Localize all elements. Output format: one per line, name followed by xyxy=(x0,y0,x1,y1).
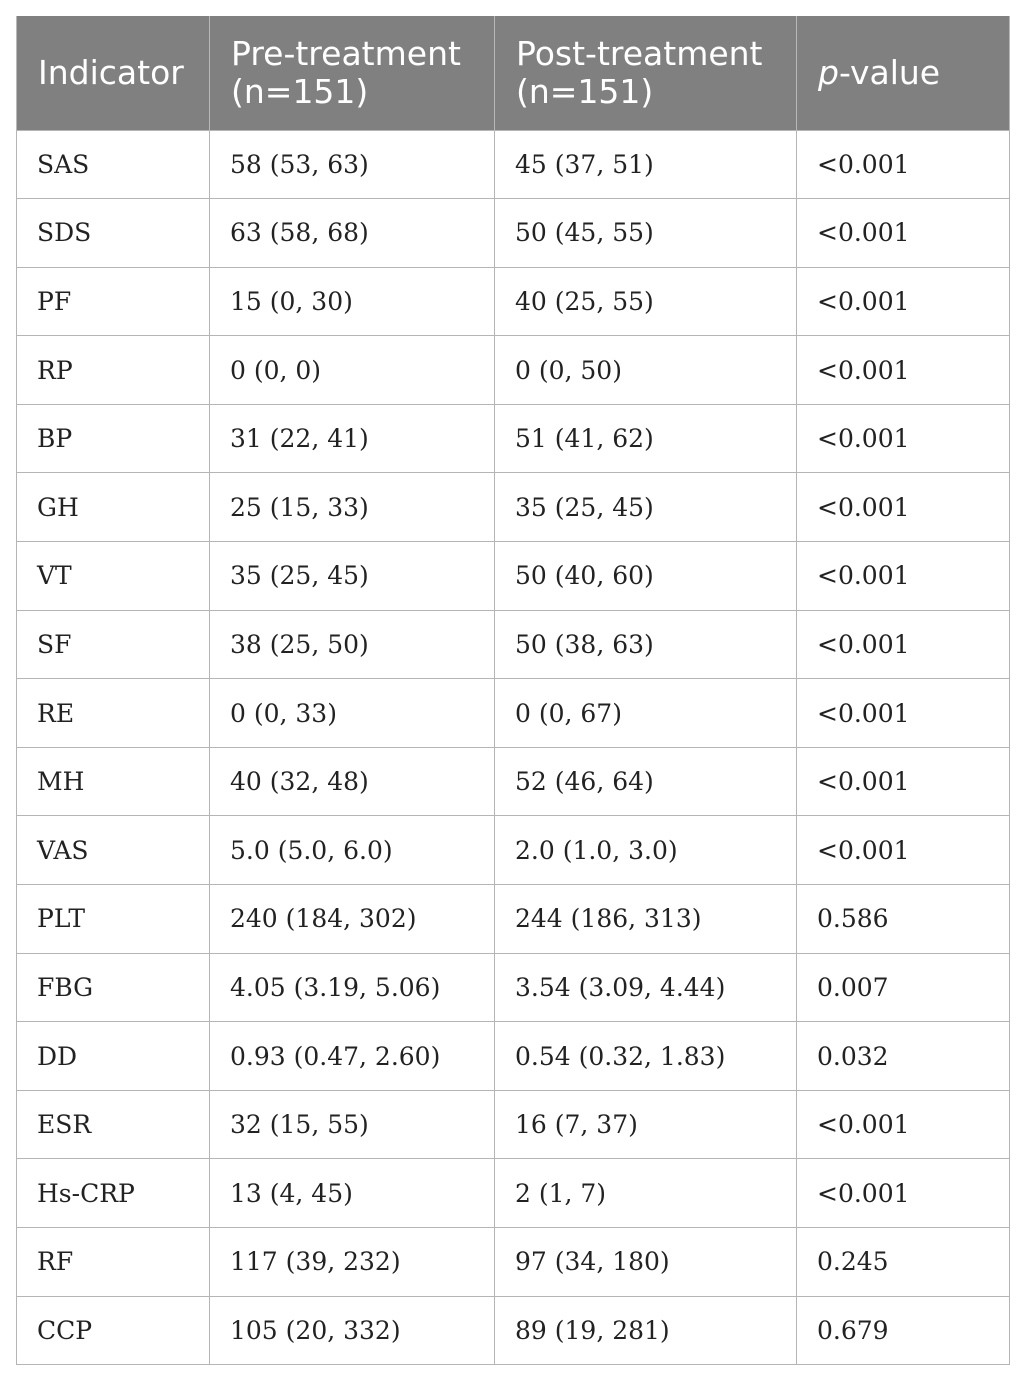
cell-indicator: SAS xyxy=(17,130,210,199)
cell-indicator: Hs-CRP xyxy=(17,1159,210,1228)
cell-p-value: <0.001 xyxy=(797,130,1010,199)
cell-p-value: <0.001 xyxy=(797,404,1010,473)
header-indicator-label: Indicator xyxy=(38,52,184,92)
cell-pre-treatment: 4.05 (3.19, 5.06) xyxy=(210,953,495,1022)
cell-pre-treatment: 15 (0, 30) xyxy=(210,267,495,336)
table-row xyxy=(17,473,1010,542)
table-row xyxy=(17,747,1010,816)
cell-pre-treatment: 35 (25, 45) xyxy=(210,542,495,611)
cell-post-treatment: 16 (7, 37) xyxy=(495,1090,797,1159)
header-post-treatment-line1: Post-treatment xyxy=(516,33,763,73)
table-row xyxy=(17,953,1010,1022)
cell-indicator: BP xyxy=(17,404,210,473)
cell-indicator: RE xyxy=(17,679,210,748)
cell-p-value: 0.586 xyxy=(797,885,1010,954)
cell-indicator: ESR xyxy=(17,1090,210,1159)
header-pre-treatment xyxy=(210,16,495,130)
cell-post-treatment: 3.54 (3.09, 4.44) xyxy=(495,953,797,1022)
cell-post-treatment: 0 (0, 50) xyxy=(495,336,797,405)
table-row xyxy=(17,885,1010,954)
cell-post-treatment: 35 (25, 45) xyxy=(495,473,797,542)
cell-indicator: VT xyxy=(17,542,210,611)
cell-indicator: SF xyxy=(17,610,210,679)
cell-post-treatment: 50 (45, 55) xyxy=(495,199,797,268)
cell-indicator: CCP xyxy=(17,1296,210,1365)
cell-indicator: PLT xyxy=(17,885,210,954)
cell-pre-treatment: 0 (0, 0) xyxy=(210,336,495,405)
data-table xyxy=(16,16,1010,1365)
cell-indicator: SDS xyxy=(17,199,210,268)
cell-post-treatment: 89 (19, 281) xyxy=(495,1296,797,1365)
table-body xyxy=(17,130,1010,1365)
cell-p-value: <0.001 xyxy=(797,816,1010,885)
table-row xyxy=(17,1090,1010,1159)
table-row xyxy=(17,404,1010,473)
table-row xyxy=(17,336,1010,405)
cell-indicator: VAS xyxy=(17,816,210,885)
cell-indicator: RP xyxy=(17,336,210,405)
header-post-treatment xyxy=(495,16,797,130)
cell-indicator: GH xyxy=(17,473,210,542)
cell-pre-treatment: 0.93 (0.47, 2.60) xyxy=(210,1022,495,1091)
header-row xyxy=(17,16,1010,130)
cell-pre-treatment: 13 (4, 45) xyxy=(210,1159,495,1228)
cell-post-treatment: 45 (37, 51) xyxy=(495,130,797,199)
cell-p-value: <0.001 xyxy=(797,679,1010,748)
table-row xyxy=(17,267,1010,336)
header-p-value xyxy=(797,16,1010,130)
cell-indicator: RF xyxy=(17,1228,210,1297)
cell-post-treatment: 244 (186, 313) xyxy=(495,885,797,954)
header-pre-treatment-line1: Pre-treatment xyxy=(231,33,461,73)
cell-p-value: 0.245 xyxy=(797,1228,1010,1297)
table-row xyxy=(17,542,1010,611)
cell-post-treatment: 0.54 (0.32, 1.83) xyxy=(495,1022,797,1091)
cell-indicator: DD xyxy=(17,1022,210,1091)
table-row xyxy=(17,1296,1010,1365)
cell-p-value: <0.001 xyxy=(797,473,1010,542)
table-row xyxy=(17,130,1010,199)
cell-pre-treatment: 0 (0, 33) xyxy=(210,679,495,748)
table-row xyxy=(17,1228,1010,1297)
cell-pre-treatment: 63 (58, 68) xyxy=(210,199,495,268)
cell-p-value: <0.001 xyxy=(797,542,1010,611)
table-row xyxy=(17,1022,1010,1091)
table-row xyxy=(17,199,1010,268)
cell-indicator: FBG xyxy=(17,953,210,1022)
header-p-value-italic: p xyxy=(818,52,839,92)
cell-post-treatment: 0 (0, 67) xyxy=(495,679,797,748)
cell-pre-treatment: 117 (39, 232) xyxy=(210,1228,495,1297)
cell-post-treatment: 52 (46, 64) xyxy=(495,747,797,816)
cell-post-treatment: 2.0 (1.0, 3.0) xyxy=(495,816,797,885)
cell-post-treatment: 97 (34, 180) xyxy=(495,1228,797,1297)
cell-p-value: <0.001 xyxy=(797,199,1010,268)
cell-p-value: 0.679 xyxy=(797,1296,1010,1365)
cell-p-value: <0.001 xyxy=(797,747,1010,816)
header-pre-treatment-line2: (n=151) xyxy=(231,71,369,111)
cell-pre-treatment: 38 (25, 50) xyxy=(210,610,495,679)
cell-p-value: <0.001 xyxy=(797,336,1010,405)
cell-indicator: PF xyxy=(17,267,210,336)
table-row xyxy=(17,1159,1010,1228)
cell-pre-treatment: 40 (32, 48) xyxy=(210,747,495,816)
cell-pre-treatment: 25 (15, 33) xyxy=(210,473,495,542)
cell-post-treatment: 50 (40, 60) xyxy=(495,542,797,611)
cell-pre-treatment: 58 (53, 63) xyxy=(210,130,495,199)
cell-post-treatment: 50 (38, 63) xyxy=(495,610,797,679)
header-post-treatment-line2: (n=151) xyxy=(516,71,654,111)
cell-p-value: <0.001 xyxy=(797,267,1010,336)
table-row xyxy=(17,679,1010,748)
header-p-value-rest: -value xyxy=(838,52,941,92)
cell-indicator: MH xyxy=(17,747,210,816)
cell-pre-treatment: 32 (15, 55) xyxy=(210,1090,495,1159)
cell-post-treatment: 40 (25, 55) xyxy=(495,267,797,336)
cell-p-value: <0.001 xyxy=(797,1090,1010,1159)
table-row xyxy=(17,816,1010,885)
cell-pre-treatment: 31 (22, 41) xyxy=(210,404,495,473)
table-header xyxy=(17,16,1010,130)
header-indicator xyxy=(17,16,210,130)
cell-pre-treatment: 5.0 (5.0, 6.0) xyxy=(210,816,495,885)
cell-pre-treatment: 105 (20, 332) xyxy=(210,1296,495,1365)
cell-post-treatment: 51 (41, 62) xyxy=(495,404,797,473)
cell-p-value: <0.001 xyxy=(797,1159,1010,1228)
cell-p-value: 0.007 xyxy=(797,953,1010,1022)
cell-p-value: 0.032 xyxy=(797,1022,1010,1091)
cell-post-treatment: 2 (1, 7) xyxy=(495,1159,797,1228)
cell-p-value: <0.001 xyxy=(797,610,1010,679)
cell-pre-treatment: 240 (184, 302) xyxy=(210,885,495,954)
table-row xyxy=(17,610,1010,679)
